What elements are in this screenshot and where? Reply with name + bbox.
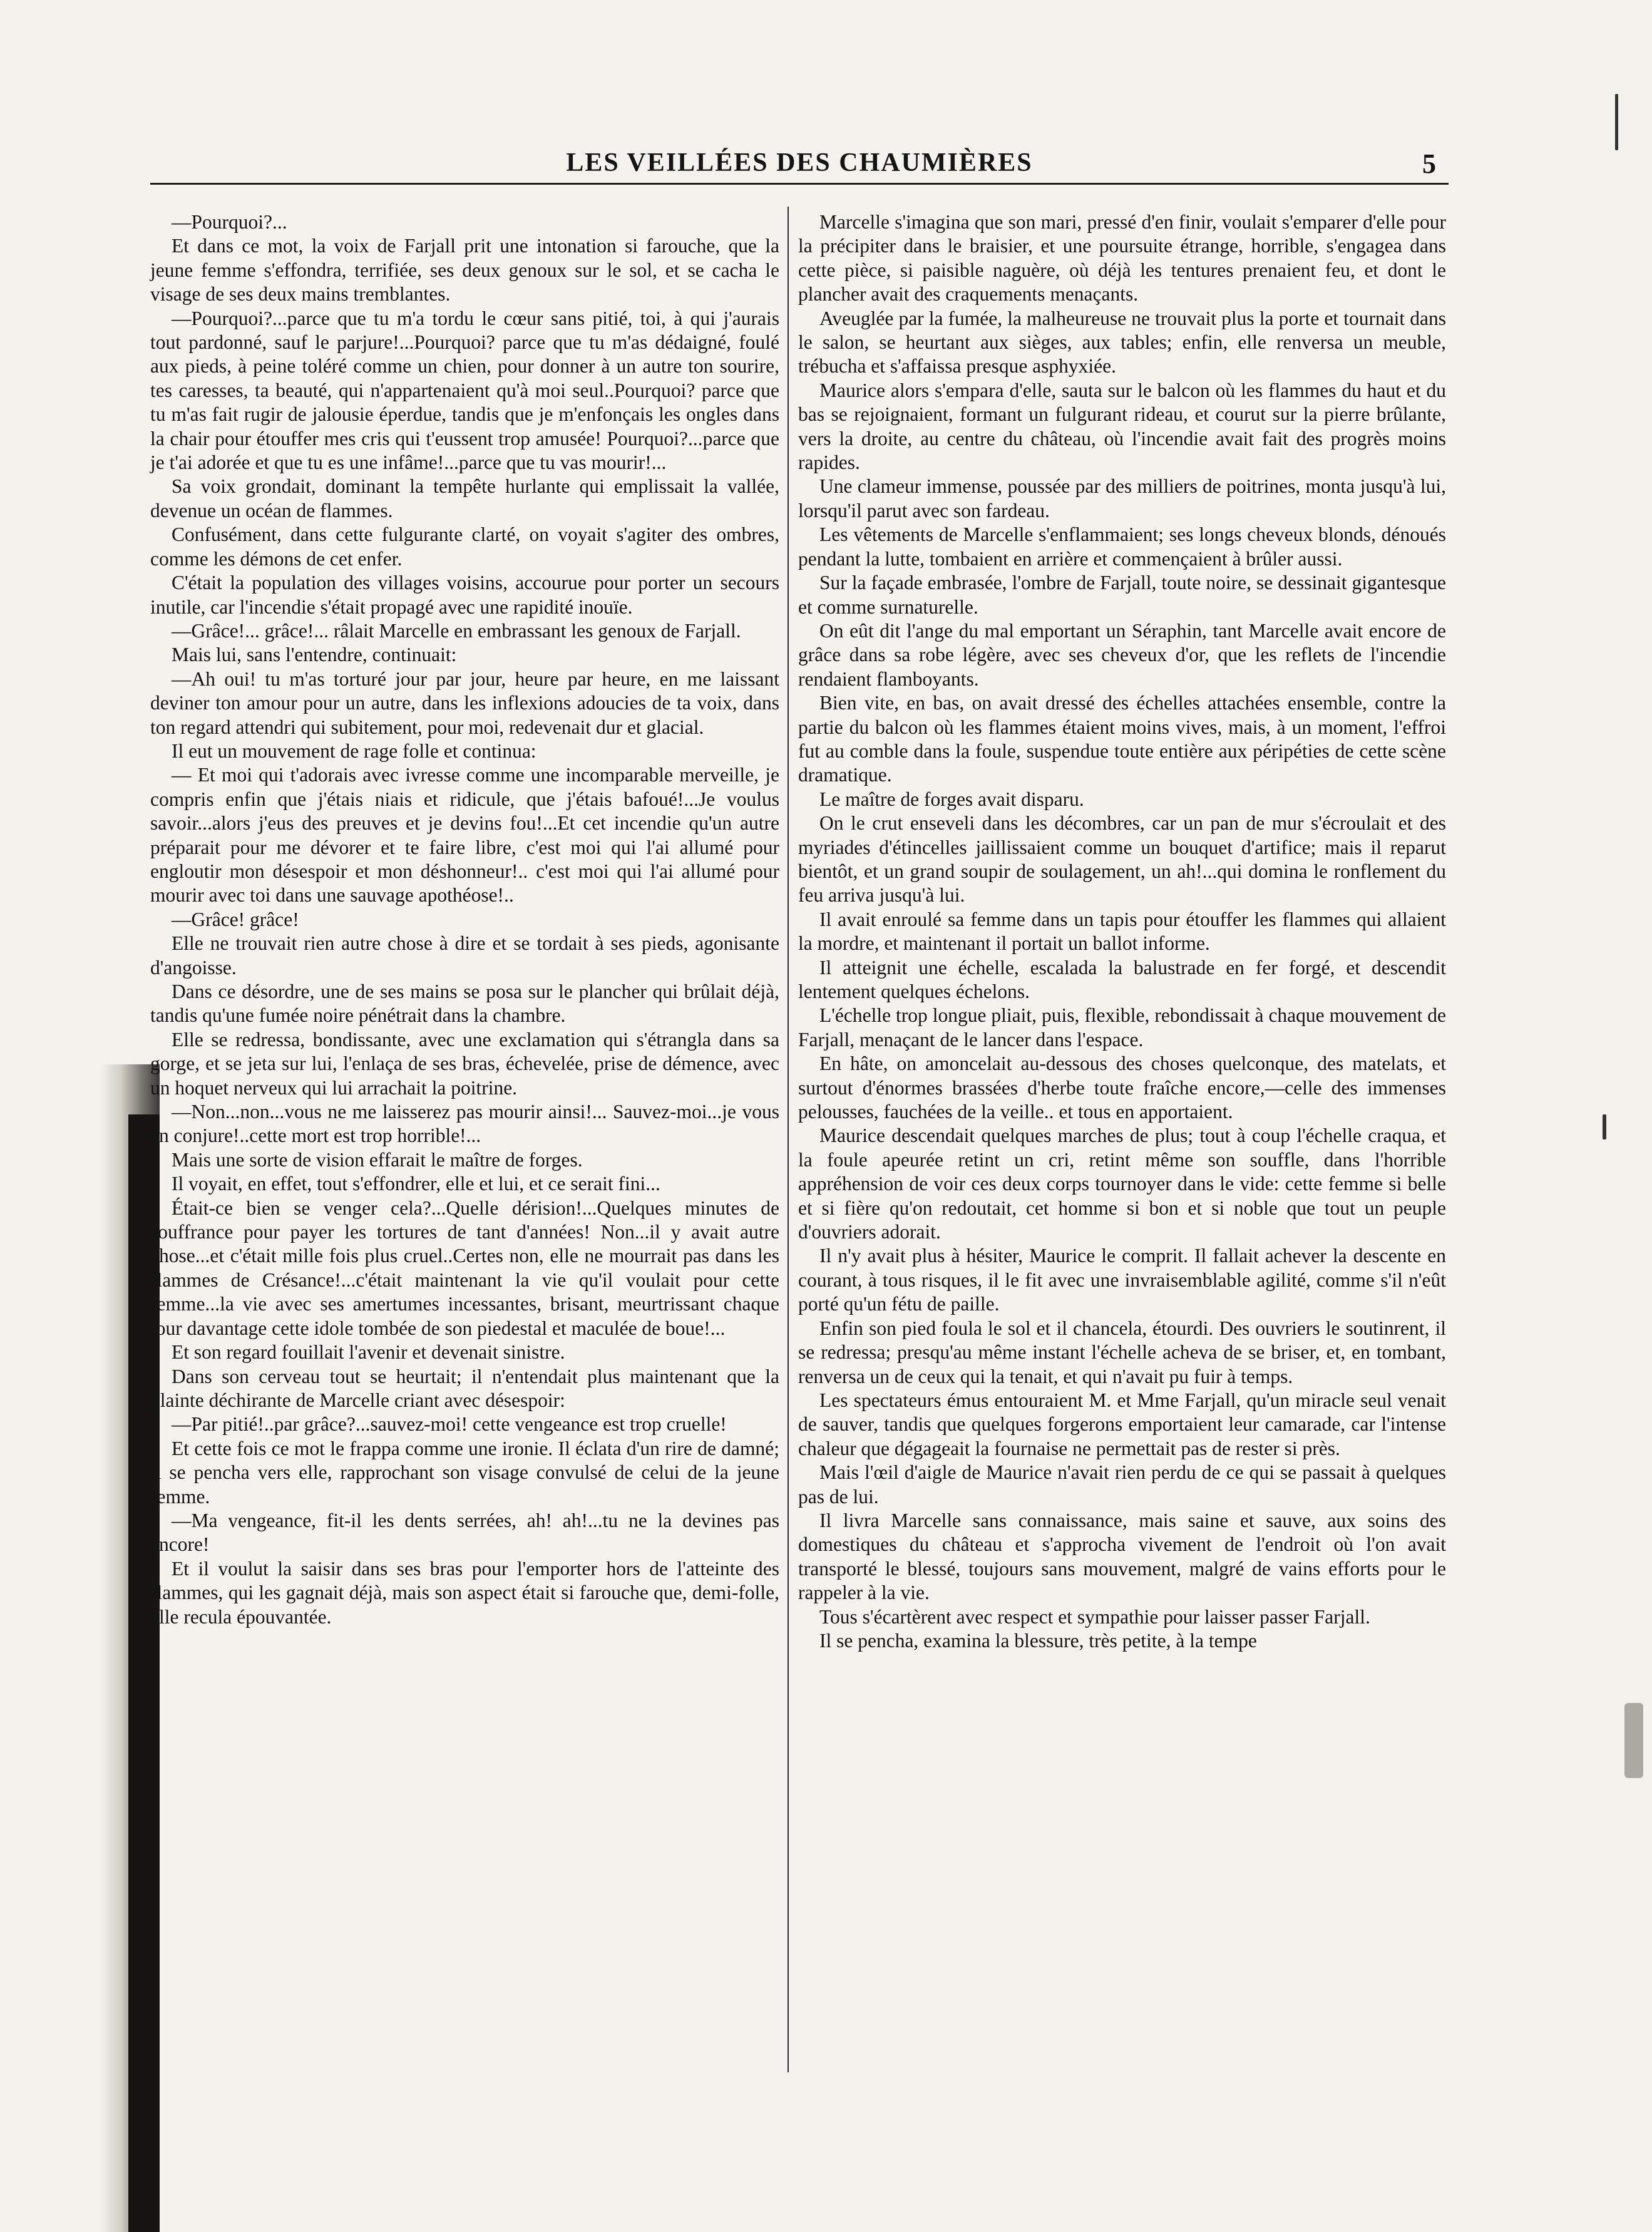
- paragraph: Mais une sorte de vision effarait le maître de forges.: [172, 1148, 583, 1171]
- paragraph: C'était la population des villages voisins, accourue pour porter un secours inutile, car l'incendie s'était propagé avec une rapidité inouïe.: [150, 572, 779, 618]
- column-divider: [788, 207, 789, 2072]
- paragraph: Il n'y avait plus à hésiter, Maurice le comprit. Il fallait achever la descente en courant, à tous risques, il le fit avec une invraisemblable agilité, comme s'il n'eût porté qu'un fétu de paille.: [798, 1245, 1446, 1315]
- text-column-right: [798, 210, 1446, 1653]
- margin-mark: [1615, 94, 1618, 150]
- paragraph: Aveuglée par la fumée, la malheureuse ne trouvait plus la porte et tournait dans le salon, se heurtant aux sièges, aux tables; enfin, elle renversa un meuble, trébucha et s'affaissa presque asphyxiée.: [798, 307, 1446, 378]
- paragraph: Dans son cerveau tout se heurtait; il n'entendait plus maintenant que la plainte déchirante de Marcelle criant avec désespoir:: [150, 1365, 779, 1411]
- paragraph: Maurice alors s'empara d'elle, sauta sur le balcon où les flammes du haut et du bas se rejoignaient, formant un fulgurant rideau, et courut sur la pierre brûlante, vers la droite, au centre du château, où l'incendie avait fait des progrès moins rapides.: [798, 379, 1446, 474]
- paragraph: —Ah oui! tu m'as torturé jour par jour, heure par heure, en me laissant deviner ton amour pour un autre, dans les inflexions adoucies de ta voix, dans ton regard attendri qui subitement, pour moi, redevenait dur et glacial.: [150, 667, 779, 738]
- paragraph: Une clameur immense, poussée par des milliers de poitrines, monta jusqu'à lui, lorsqu'il parut avec son fardeau.: [798, 475, 1446, 522]
- paragraph: —Ma vengeance, fit-il les dents serrées, ah! ah!...tu ne la devines pas encore!: [150, 1509, 779, 1556]
- paragraph: En hâte, on amoncelait au-dessous des choses quelconque, des matelats, et surtout d'énormes brassées d'herbe toute fraîche encore,—celle des immenses pelousses, fauchées de la veille.. et tous en apportaient.: [798, 1052, 1446, 1123]
- paragraph: Et son regard fouillait l'avenir et devenait sinistre.: [172, 1341, 565, 1364]
- paragraph: Il livra Marcelle sans connaissance, mais saine et sauve, aux soins des domestiques du château et s'approcha vivement de l'endroit où l'on avait transporté le blessé, toujours sans mouvement, malgré de vains efforts pour le rappeler à la vie.: [798, 1509, 1446, 1604]
- text-column-left: [150, 210, 779, 1629]
- margin-mark: [1624, 1703, 1643, 1778]
- paragraph: Les vêtements de Marcelle s'enflammaient; ses longs cheveux blonds, dénoués pendant la lutte, tombaient en arrière et commençaient à brûler aussi.: [798, 523, 1446, 570]
- paragraph: Sa voix grondait, dominant la tempête hurlante qui emplissait la vallée, devenue un océan de flammes.: [150, 475, 779, 522]
- header-rule: [150, 183, 1449, 185]
- paragraph: On eût dit l'ange du mal emportant un Séraphin, tant Marcelle avait encore de grâce dans sa robe légère, avec ses cheveux d'or, que les reflets de l'incendie rendaient flamboyants.: [798, 619, 1446, 690]
- paragraph: Sur la façade embrasée, l'ombre de Farjall, toute noire, se dessinait gigantesque et comme surnaturelle.: [798, 572, 1446, 618]
- paragraph: Était-ce bien se venger cela?...Quelle dérision!...Quelques minutes de souffrance pour payer les tortures de tant d'années! Non...il y avait autre chose...et c'était mille fois plus cruel..Certes non, elle ne mourrait pas dans les flammes de Crésance!...c'était maintenant la vie qu'il voulait pour cette femme...la vie avec ses amertumes incessantes, brisant, meurtrissant chaque jour davantage cette idole tombée de son piedestal et maculée de boue!...: [150, 1196, 779, 1339]
- paragraph: Le maître de forges avait disparu.: [819, 788, 1084, 810]
- paragraph: Enfin son pied foula le sol et il chancela, étourdi. Des ouvriers le soutinrent, il se redressa; presqu'au même instant l'échelle acheva de se briser, et, en tombant, renversa un de ceux qui la tenait, et qui n'avait pu fuir à temps.: [798, 1317, 1446, 1387]
- paragraph: Dans ce désordre, une de ses mains se posa sur le plancher qui brûlait déjà, tandis qu'une fumée noire pénétrait dans la chambre.: [150, 980, 779, 1027]
- paragraph: Confusément, dans cette fulgurante clarté, on voyait s'agiter des ombres, comme les démons de cet enfer.: [150, 523, 779, 570]
- margin-mark: [1603, 1114, 1606, 1139]
- paragraph: —Non...non...vous ne me laisserez pas mourir ainsi!... Sauvez-moi...je vous en conjure!..cette mort est trop horrible!...: [150, 1101, 779, 1147]
- paragraph: Il atteignit une échelle, escalada la balustrade en fer forgé, et descendit lentement quelques échelons.: [798, 956, 1446, 1002]
- paragraph: Et cette fois ce mot le frappa comme une ironie. Il éclata d'un rire de damné; il se pencha vers elle, rapprochant son visage convulsé de celui de la jeune femme.: [150, 1437, 779, 1508]
- paragraph: On le crut enseveli dans les décombres, car un pan de mur s'écroulait et des myriades d'étincelles jaillissaient comme un bouquet d'artifice; mais il reparut bientôt, et un grand soupir de soulagement, un ah!...qui domina le ronflement du feu arriva jusqu'à lui.: [798, 812, 1446, 907]
- paragraph: —Pourquoi?...parce que tu m'a tordu le cœur sans pitié, toi, à qui j'aurais tout pardonné, sauf le parjure!...Pourquoi? parce que tu m'as dédaigné, foulé aux pieds, à peine toléré comme un chien, pour donner à un autre ton sourire, tes caresses, ta beauté, qui n'appartenaient qu'à moi seul..Pourquoi? parce que tu m'as fait rugir de jalousie éperdue, tandis que je m'enfonçais les ongles dans la chair pour étouffer mes cris qui t'eussent trop amusée! Pourquoi?...parce que je t'ai adorée et que tu es une infâme!...parce que tu vas mourir!...: [150, 307, 779, 474]
- paragraph: Et dans ce mot, la voix de Farjall prit une intonation si farouche, que la jeune femme s'effondra, terrifiée, ses deux genoux sur le sol, et se cacha le visage de ses deux mains tremblantes.: [150, 235, 779, 306]
- paragraph: Bien vite, en bas, on avait dressé des échelles attachées ensemble, contre la partie du balcon où les flammes étaient moins vives, mais, à un moment, l'effroi fut au comble dans la foule, suspendue toute entière aux péripéties de cette scène dramatique.: [798, 692, 1446, 786]
- paragraph: —Pourquoi?...: [172, 211, 287, 233]
- paragraph: Il voyait, en effet, tout s'effondrer, elle et lui, et ce serait fini...: [172, 1173, 660, 1195]
- page-header: [150, 148, 1449, 192]
- paragraph: L'échelle trop longue pliait, puis, flexible, rebondissait à chaque mouvement de Farjall, menaçant de le lancer dans l'espace.: [798, 1004, 1446, 1051]
- paragraph: —Grâce!... grâce!... râlait Marcelle en embrassant les genoux de Farjall.: [172, 619, 741, 642]
- paragraph: Les spectateurs émus entouraient M. et Mme Farjall, qu'un miracle seul venait de sauver, tandis que quelques forgerons emportaient leur camarade, car l'intense chaleur que dégageait la fournaise ne permettait pas de rester si près.: [798, 1389, 1446, 1459]
- paragraph: Et il voulut la saisir dans ses bras pour l'emporter hors de l'atteinte des flammes, qui les gagnait déjà, mais son aspect était si farouche que, demi-folle, elle recula épouvantée.: [150, 1557, 779, 1628]
- paragraph: Il eut un mouvement de rage folle et continua:: [172, 739, 536, 762]
- paragraph: —Par pitié!..par grâce?...sauvez-moi! cette vengeance est trop cruelle!: [172, 1413, 727, 1436]
- paragraph: Mais lui, sans l'entendre, continuait:: [172, 644, 457, 666]
- paragraph: Maurice descendait quelques marches de plus; tout à coup l'échelle craqua, et la foule apeurée retint un cri, retint même son souffle, dans l'horrible appréhension de voir ces deux corps tournoyer dans le vide: cette femme si belle et si fière qu'on redoutait, cet homme si bon et si noble que tout un peuple d'ouvriers adorait.: [798, 1124, 1446, 1243]
- paragraph: Elle ne trouvait rien autre chose à dire et se tordait à ses pieds, agonisante d'angoisse.: [150, 932, 779, 979]
- paragraph: —Grâce! grâce!: [172, 908, 299, 930]
- paragraph: Elle se redressa, bondissante, avec une exclamation qui s'étrangla dans sa gorge, et se jeta sur lui, l'enlaça de ses bras, échevelée, prise de démence, avec un hoquet nerveux qui lui arrachait la poitrine.: [150, 1028, 779, 1099]
- running-title: LES VEILLÉES DES CHAUMIÈRES: [566, 148, 1033, 177]
- paragraph: — Et moi qui t'adorais avec ivresse comme une incomparable merveille, je compris enfin que j'étais niais et ridicule, que j'étais bafoué!...Je voulus savoir...alors j'eus des preuves et je devins fou!...Et cet incendie qu'un autre préparait pour me dévorer et te faire libre, c'est moi qui l'ai allumé pour engloutir mon désespoir et mon déshonneur!.. c'est moi qui l'ai allumé pour mourir avec toi dans une sauvage apothéose!..: [150, 764, 779, 907]
- paragraph: Mais l'œil d'aigle de Maurice n'avait rien perdu de ce qui se passait à quelques pas de lui.: [798, 1461, 1446, 1508]
- paragraph: Tous s'écartèrent avec respect et sympathie pour laisser passer Farjall.: [819, 1605, 1370, 1628]
- paragraph: Il avait enroulé sa femme dans un tapis pour étouffer les flammes qui allaient la mordre, et maintenant il portait un ballot informe.: [798, 908, 1446, 955]
- page-number: 5: [1422, 148, 1436, 179]
- paragraph: Il se pencha, examina la blessure, très petite, à la tempe: [819, 1629, 1257, 1652]
- paragraph: Marcelle s'imagina que son mari, pressé d'en finir, voulait s'emparer d'elle pour la précipiter dans le braisier, et une poursuite étrange, horrible, s'engagea dans cette pièce, si paisible naguère, où déjà les tentures prenaient feu, et dont le plancher avait des craquements menaçants.: [798, 211, 1446, 306]
